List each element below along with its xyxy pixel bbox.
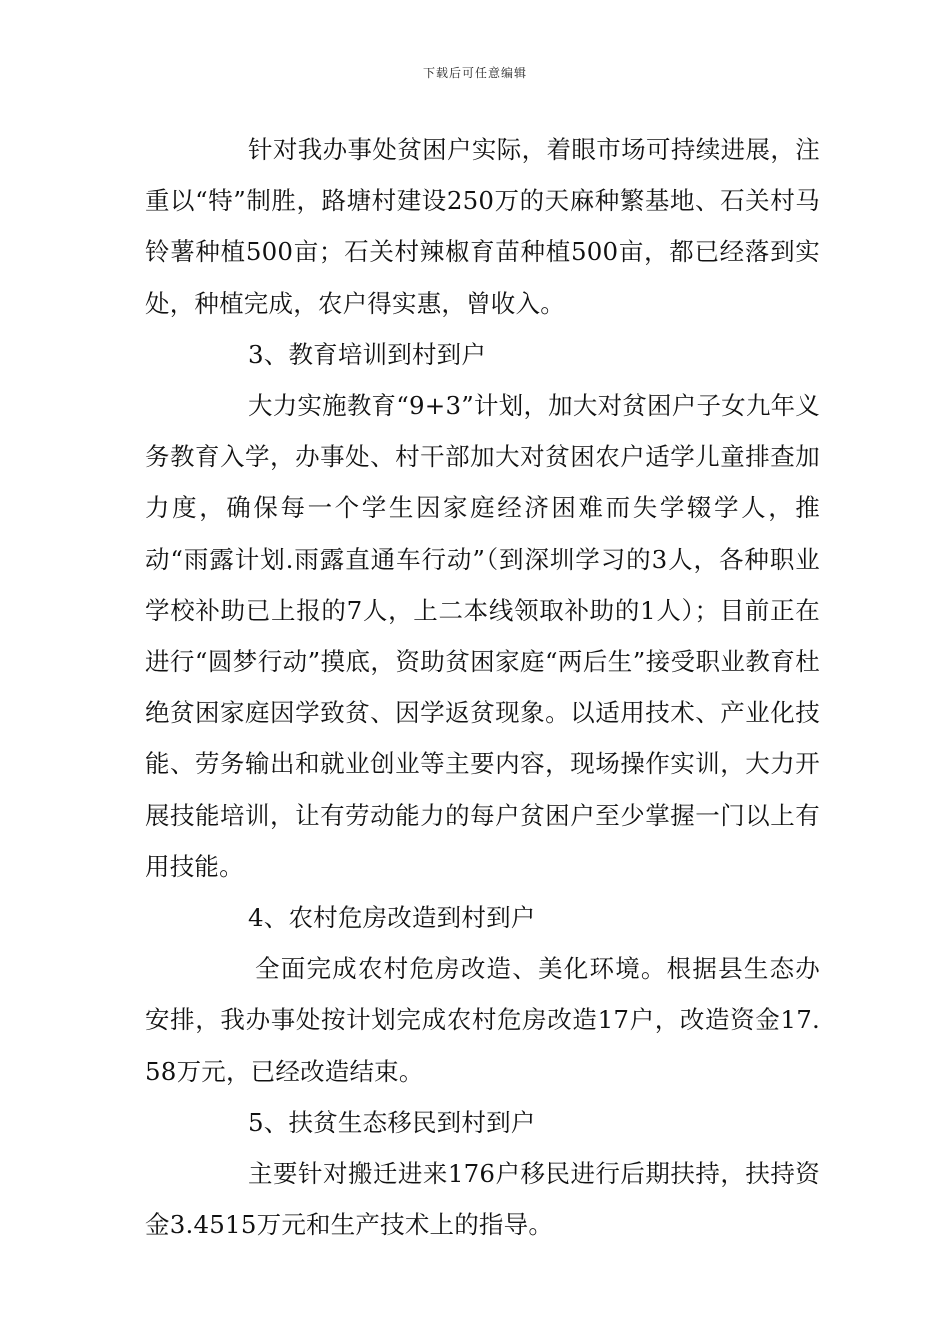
section-heading-education: 3、教育培训到村到户 [248,339,487,369]
paragraph-housing-renovation: 全面完成农村危房改造、美化环境。根据县生态办安排，我办事处按计划完成农村危房改造17户，改造资金17.58万元，已经改造结束。 [145,954,820,1086]
document-body [145,124,820,1250]
paragraph-relocation-support: 主要针对搬迁进来176户移民进行后期扶持，扶持资金3.4515万元和生产技术上的指导。 [145,1159,820,1240]
section-heading-housing: 4、农村危房改造到村到户 [248,903,536,933]
page-header: 下载后可任意编辑 [422,66,527,80]
section-heading-relocation: 5、扶贫生态移民到村到户 [248,1107,536,1137]
paragraph-specialty-planting: 针对我办事处贫困户实际，着眼市场可持续进展，注重以“特”制胜，路塘村建设250万的天麻种繁基地、石关村马铃薯种植500亩；石关村辣椒育苗种植500亩，都已经落到实处，种植完成，农户得实惠，曾收入。 [145,135,820,318]
paragraph-education-training: 大力实施教育“9+3”计划，加大对贫困户子女九年义务教育入学，办事处、村干部加大对贫困农户适学儿童排查加力度，确保每一个学生因家庭经济困难而失学辍学人，推动“雨露计划.雨露直通车行动”（到深圳学习的3人，各种职业学校补助已上报的7人，上二本线领取补助的1人）；目前正在进行“圆梦行动”摸底，资助贫困家庭“两后生”接受职业教育杜绝贫困家庭因学致贫、因学返贫现象。以适用技术、产业化技能、劳务输出和就业创业等主要内容，现场操作实训，大力开展技能培训，让有劳动能力的每户贫困户至少掌握一门以上有用技能。 [145,391,820,881]
